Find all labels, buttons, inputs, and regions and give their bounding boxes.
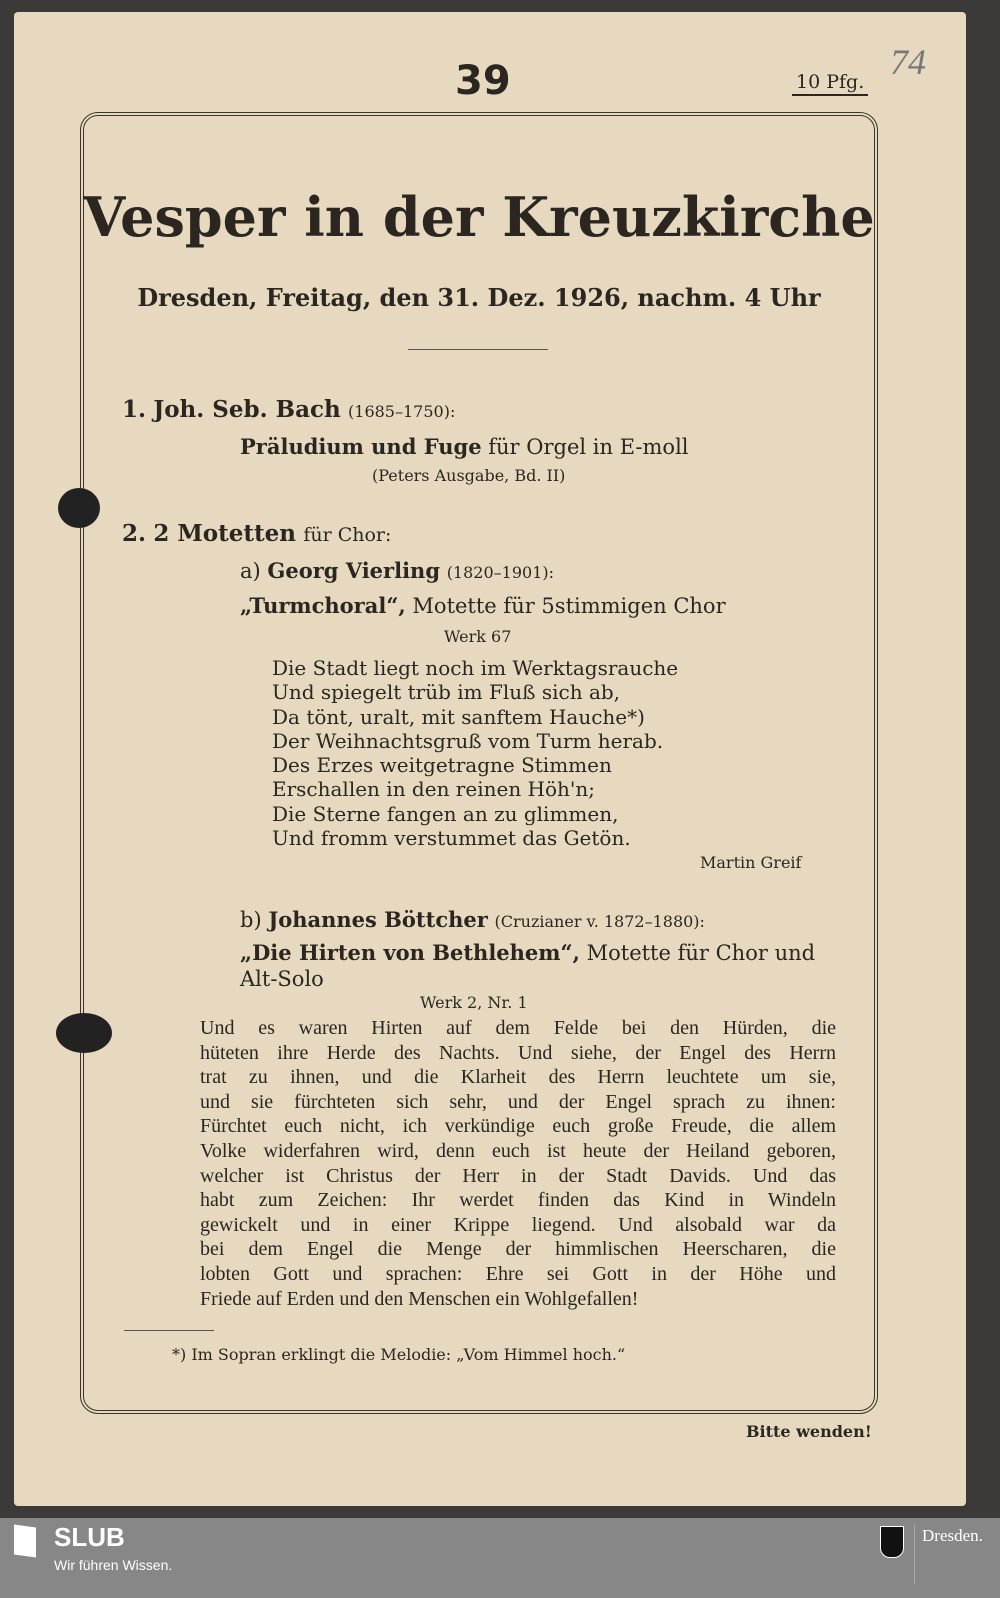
poem-line: Und spiegelt trüb im Fluß sich ab, [272,680,621,705]
item2-heading [122,520,391,549]
price: 10 Pfg. [792,70,868,96]
composer: Joh. Seb. Bach [153,396,341,423]
text-line: Fürchtet euch nicht, ich verkündige euch große Freude, die allem [200,1115,836,1138]
composer: Johannes Böttcher [268,907,488,932]
subtitle: Dresden, Freitag, den 31. Dez. 1926, nachm. 4 Uhr [137,283,821,312]
item2a-work [240,593,726,619]
poem-line: Und fromm verstummet das Getön. [272,826,631,851]
work-title: „Turmchoral“, [240,593,406,618]
text-line: lobten Gott und sprachen: Ehre sei Gott in der Höhe und [200,1262,836,1285]
text-line: Friede auf Erden und den Menschen ein Wohlgefallen! [200,1287,639,1310]
poem-line: Die Stadt liegt noch im Werktagsrauche [272,656,679,680]
text-line: hüteten ihre Herde des Nachts. Und siehe, der Engel des Herrn [200,1041,836,1064]
item1-work [240,434,689,460]
work-title: Präludium und Fuge [240,434,482,459]
dates: (Cruzianer v. 1872–1880): [494,912,705,931]
dresden-logo[interactable]: Dresden. [922,1526,983,1545]
text-line: gewickelt und in einer Krippe liegend. Und alsobald war da [200,1213,836,1236]
heading-rest: für Chor: [303,524,392,546]
text-line: Und es waren Hirten auf dem Felde bei den Hürden, die [200,1017,836,1039]
dresden-coat-of-arms-icon [880,1526,904,1558]
work-desc: Motette für 5stimmigen Chor [412,594,726,618]
item1-edition: (Peters Ausgabe, Bd. II) [372,466,566,485]
dates: (1685–1750): [348,402,456,421]
work-desc: für Orgel in E-moll [488,435,689,459]
text-line: habt zum Zeichen: Ihr werdet finden das Kind in Windeln [200,1189,836,1212]
poem-line: Der Weihnachtsgruß vom Turm herab. [272,728,664,753]
footnote-rule [124,1330,214,1331]
gospel-text [200,1016,836,1311]
punch-hole [56,1013,112,1053]
text-line: trat zu ihnen, und die Klarheit des Herrn leuchtete um sie, [200,1066,836,1089]
page-number: 39 [455,58,511,104]
please-turn: Bitte wenden! [746,1422,872,1441]
label: a) [240,559,261,583]
heading: 2 Motetten [153,520,296,547]
footer-bar [0,1518,1000,1598]
item1-heading [122,396,455,426]
poem-line: Da tönt, uralt, mit sanftem Hauche*) [272,704,645,729]
item2b-heading [240,907,705,934]
slub-brand[interactable]: SLUB [54,1522,125,1552]
page-title: Vesper in der Kreuzkirche [83,185,875,249]
slub-tagline: Wir führen Wissen. [54,1557,173,1573]
poem-line: Die Sterne fangen an zu glimmen, [272,801,619,826]
poem-line: Erschallen in den reinen Höh'n; [272,777,596,802]
item2a-opus: Werk 67 [444,627,512,646]
item2a-heading [240,558,554,585]
divider [914,1524,915,1584]
dates: (1820–1901): [446,563,554,582]
text-line: bei dem Engel die Menge der himmlischen Heerscharen, die [200,1238,836,1261]
item2b-work-cont: Alt-Solo [240,967,324,991]
poem [272,656,678,850]
footnote: *) Im Sopran erklingt die Melodie: „Vom Himmel hoch.“ [172,1345,626,1364]
text-line: Volke widerfahren wird, denn euch ist heute der Heiland geboren, [200,1139,836,1162]
item2b-opus: Werk 2, Nr. 1 [420,993,528,1012]
label: b) [240,908,262,932]
punch-hole [58,488,100,528]
composer: Georg Vierling [267,558,440,583]
item2b-work [240,940,815,966]
item-number: 1. [122,396,147,423]
text-line: und sie fürchteten sich sehr, und der Engel sprach zu ihnen: [200,1090,836,1113]
handwritten-number: 74 [890,42,926,82]
item-number: 2. [122,520,147,547]
poem-line: Des Erzes weitgetragne Stimmen [272,753,612,778]
work-title: „Die Hirten von Bethlehem“, [240,940,580,965]
poet: Martin Greif [700,853,802,872]
text-line: welcher ist Christus der Herr in der Stadt Davids. Und das [200,1164,836,1187]
slub-logo-icon [14,1524,36,1557]
ornament-divider [408,349,548,350]
work-desc: Motette für Chor und [586,941,816,965]
